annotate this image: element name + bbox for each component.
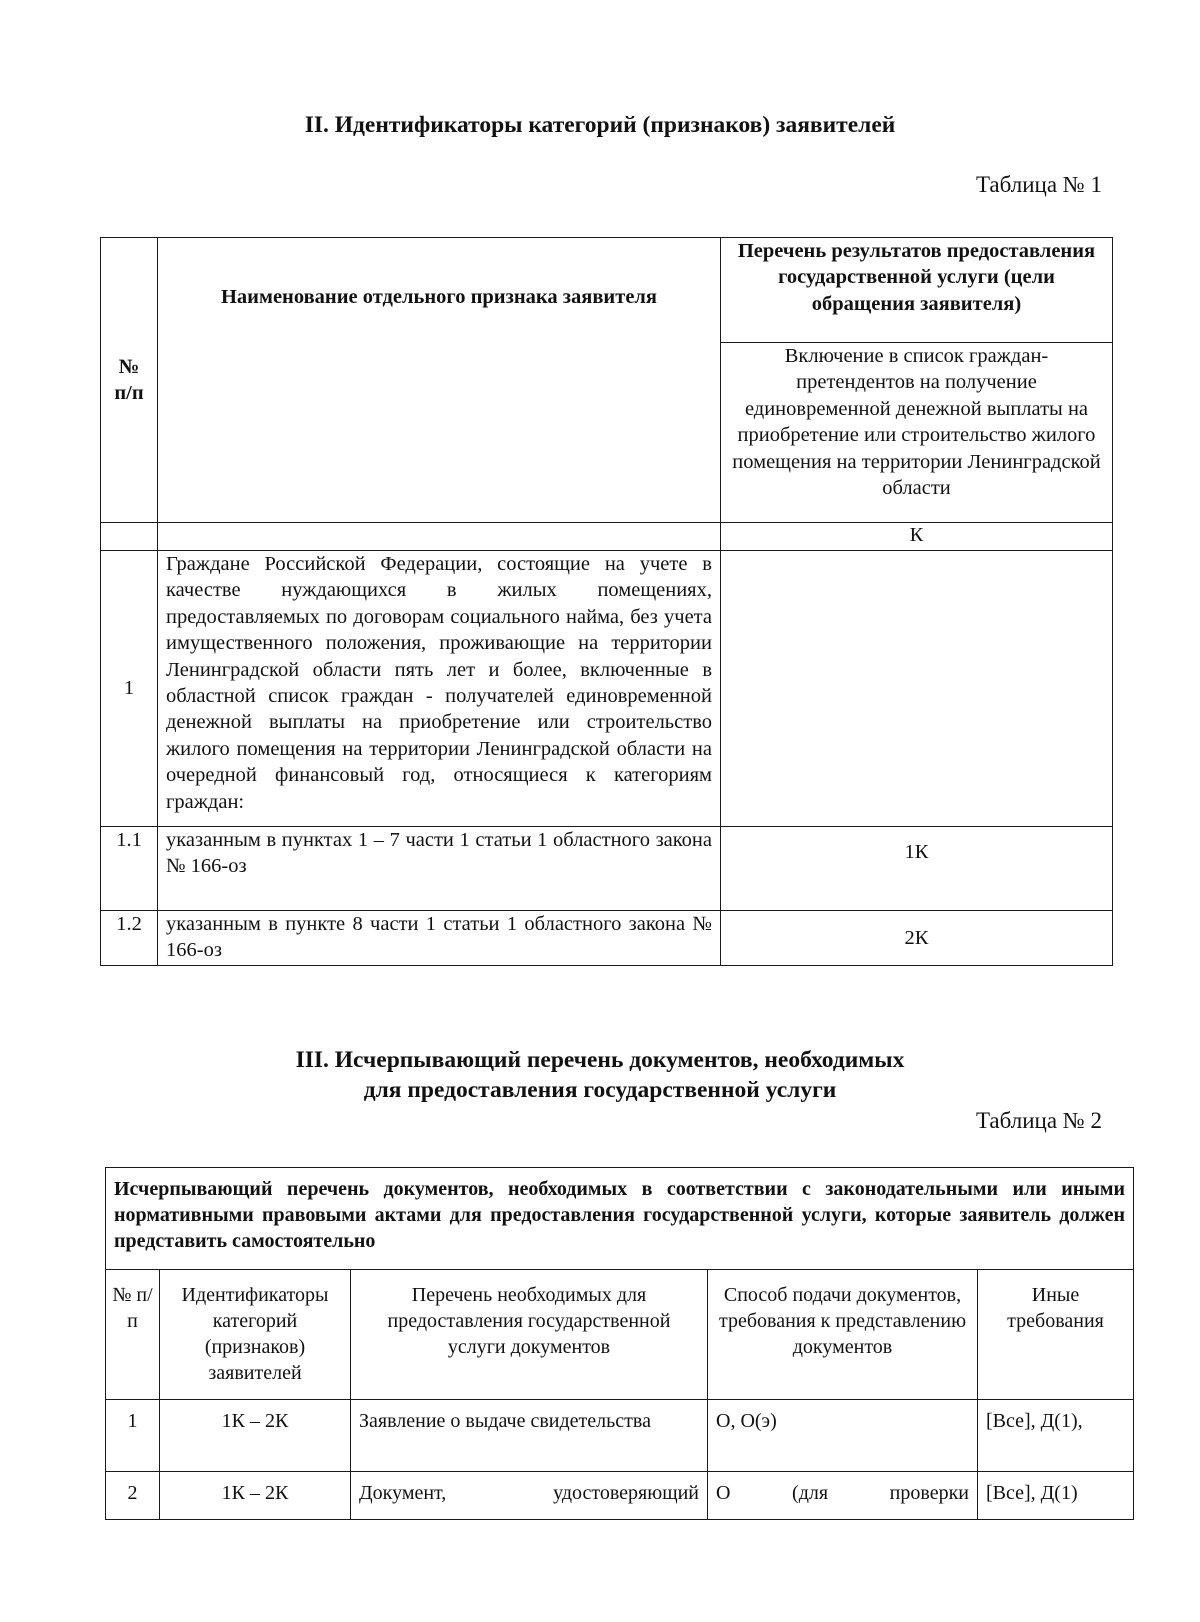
row-1-result (721, 551, 1113, 827)
t2-row-1-method: О, О(э) (708, 1400, 978, 1472)
t2-col-num-header: № п/п (106, 1270, 160, 1400)
t2-col-categories-header: Идентификаторы категорий (признаков) заявителей (160, 1270, 351, 1400)
section-2-heading: II. Идентификаторы категорий (признаков) заявителей (304, 112, 896, 138)
t2-col-documents-header: Перечень необходимых для предоставления государственной услуги документов (351, 1270, 708, 1400)
row-1-1-num: 1.1 (101, 827, 158, 911)
section-3-heading-line1: III. Исчерпывающий перечень документов, необходимых (295, 1047, 905, 1073)
col-name-header: Наименование отдельного признака заявителя (158, 238, 721, 523)
t2-row-1-documents: Заявление о выдаче свидетельства (351, 1400, 708, 1472)
row-1-1-result: 1К (721, 827, 1113, 911)
row-1-2-name: указанным в пункте 8 части 1 статьи 1 областного закона № 166-оз (158, 911, 721, 966)
row-1-1-name: указанным в пунктах 1 – 7 части 1 статьи 1 областного закона № 166-оз (158, 827, 721, 911)
row-1-2-num: 1.2 (101, 911, 158, 966)
col-result-header: Перечень результатов предоставления государственной услуги (цели обращения заявителя) (721, 238, 1113, 343)
section-3-heading-line2: для предоставления государственной услуги (363, 1077, 837, 1103)
documents-table (105, 1167, 1134, 1520)
t2-row-1-num: 1 (106, 1400, 160, 1472)
t2-row-2-categories: 1К – 2К (160, 1472, 351, 1520)
col-num-header: № п/п (101, 238, 158, 523)
table-2-caption: Таблица № 2 (975, 1108, 1102, 1133)
table-1-caption: Таблица № 1 (975, 172, 1102, 197)
t2-row-1-other: [Все], Д(1), (978, 1400, 1134, 1472)
t2-col-other-header: Иные требования (978, 1270, 1134, 1400)
row-1-2-result: 2К (721, 911, 1113, 966)
empty-name-cell (158, 523, 721, 551)
applicant-categories-table (100, 237, 1113, 966)
result-code: К (721, 523, 1113, 551)
documents-table-intro: Исчерпывающий перечень документов, необходимых в соответствии с законодательными или иными нормативными правовыми актами для предоставления государственной услуги, которые заявитель должен представить самостоятельно (106, 1168, 1134, 1270)
empty-num-cell (101, 523, 158, 551)
row-1-name: Граждане Российской Федерации, состоящие на учете в качестве нуждающихся в жилых помещениях, предоставляемых по договорам социального найма, без учета имущественного положения, проживающие на территории Ленинградской области пять лет и более, включенные в областной список граждан - получателей единовременной денежной выплаты на приобретение или строительство жилого помещения на территории Ленинградской области на очередной финансовый год, относящиеся к категориям граждан: (158, 551, 721, 827)
t2-row-2-method: О (для проверки (708, 1472, 978, 1520)
result-description: Включение в список граждан-претендентов на получение единовременной денежной выплаты на приобретение или строительство жилого помещения на территории Ленинградской области (721, 343, 1113, 523)
t2-col-method-header: Способ подачи документов, требования к представлению документов (708, 1270, 978, 1400)
t2-row-2-num: 2 (106, 1472, 160, 1520)
t2-row-2-other: [Все], Д(1) (978, 1472, 1134, 1520)
t2-row-2-documents: Документ, удостоверяющий (351, 1472, 708, 1520)
row-1-num: 1 (101, 551, 158, 827)
t2-row-1-categories: 1К – 2К (160, 1400, 351, 1472)
